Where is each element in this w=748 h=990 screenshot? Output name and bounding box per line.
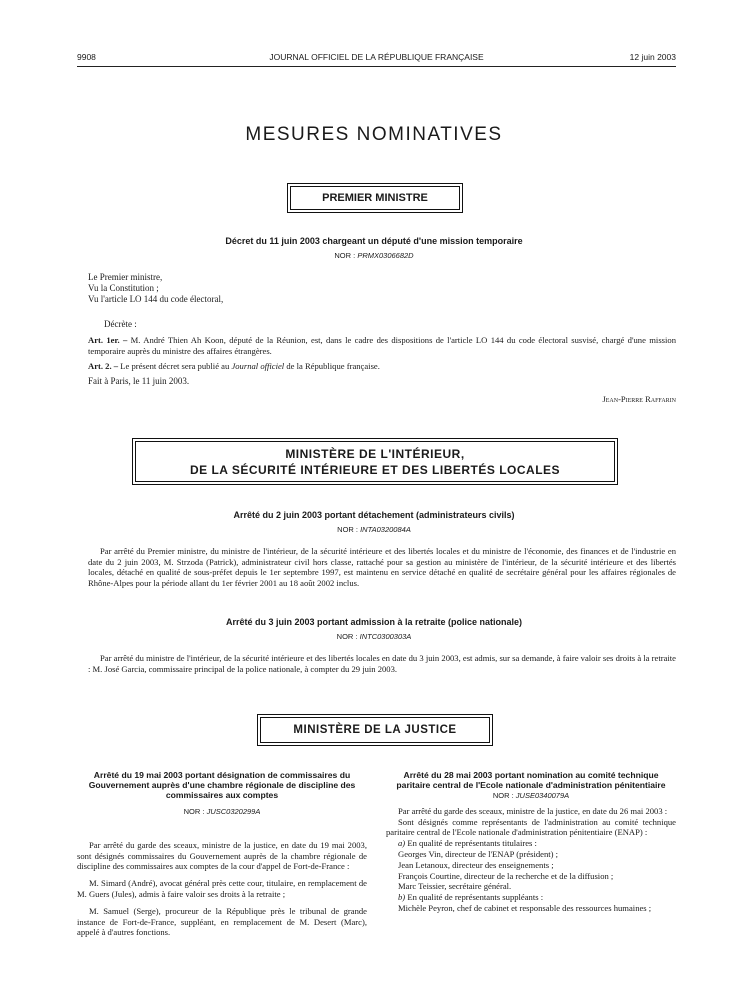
section-title-premier-ministre: PREMIER MINISTRE	[290, 186, 460, 210]
decree-nor	[0, 251, 748, 260]
left-paragraph: M. Samuel (Serge), procureur de la République près le tribunal de grande instance de Fort-de-France, suppléant, en remplacement de M. Desert (Marc), appelé à d'autres fonctions.	[77, 905, 367, 938]
right-list-heading-a	[386, 838, 676, 849]
visa-line: Le Premier ministre,	[88, 272, 163, 282]
article-1-text: M. André Thien Ah Koon, député de la Réunion, est, dans le cadre des dispositions de l'article LO 144 du code électoral susvisé, chargé d'une mission temporaire auprès du ministre des affaires étrangères.	[88, 335, 676, 356]
left-column	[77, 770, 367, 938]
article-2	[88, 361, 676, 372]
right-list-item: François Courtine, directeur de la recherche et de la diffusion ;	[398, 870, 614, 881]
arrete-1-nor	[0, 525, 748, 534]
section-box-interieur	[132, 438, 618, 485]
arrete-2-nor	[0, 632, 748, 641]
arrete-2-heading: Arrêté du 3 juin 2003 portant admission à la retraite (police nationale)	[225, 617, 523, 627]
nor-label: NOR :	[337, 525, 358, 534]
right-paragraph: Par arrêté du garde des sceaux, ministre de la justice, en date du 26 mai 2003 :	[398, 805, 668, 816]
section-box-premier-ministre	[287, 183, 463, 213]
decree-heading: Décret du 11 juin 2003 chargeant un député d'une mission temporaire	[225, 236, 523, 246]
nor-label: NOR :	[334, 251, 356, 260]
section-title-justice: MINISTÈRE DE LA JUSTICE	[260, 717, 490, 743]
section-box-justice	[257, 714, 493, 746]
section-title-interieur	[135, 441, 615, 482]
right-column	[386, 770, 676, 914]
arrete-2-text: Par arrêté du ministre de l'intérieur, de la sécurité intérieure et des libertés locales en date du 3 juin 2003, est admis, sur sa demande, à faire valoir ses droits à la retraite : M. José Garcia, commissaire principal de la police nationale, à compter du 29 juin 2003.	[88, 653, 676, 674]
list-heading-a-text: En qualité de représentants titulaires :	[407, 838, 537, 849]
page-number: 9908	[77, 52, 96, 62]
journal-title: JOURNAL OFFICIEL DE LA RÉPUBLIQUE FRANÇAISE	[269, 52, 484, 62]
left-arrete-heading: Arrêté du 19 mai 2003 portant désignation de commissaires du Gouvernement auprès d'une chambre régionale de discipline des commissaires aux comptes	[88, 770, 356, 800]
right-arrete-heading: Arrêté du 28 mai 2003 portant nomination au comité technique paritaire central de l'Ecole nationale d'administration pénitentiaire	[396, 770, 666, 790]
nor-label: NOR :	[183, 807, 205, 816]
decree-visas	[88, 272, 223, 305]
nor-code: PRMX0306682D	[357, 251, 414, 260]
left-paragraph: M. Simard (André), avocat général près cette cour, titulaire, en remplacement de M. Guers (Jules), admis à faire valoir ses droits à la retraite ;	[77, 878, 367, 899]
right-list-item: Marc Teissier, secrétaire général.	[398, 881, 512, 892]
right-list-heading-b	[386, 892, 676, 903]
right-paragraph: Sont désignés comme représentants de l'administration au comité technique paritaire central de l'Ecole nationale d'administration pénitentiaire (ENAP) :	[386, 816, 676, 838]
article-2-label: Art. 2. –	[88, 361, 119, 371]
nor-code: JUSC0320299A	[206, 807, 261, 816]
list-heading-b-text: En qualité de représentants suppléants :	[407, 892, 544, 903]
left-arrete-nor	[77, 807, 367, 818]
article-2-text-a: Le présent décret sera publié au	[120, 361, 230, 371]
nor-label: NOR :	[336, 632, 358, 641]
article-2-text-b: de la République française.	[286, 361, 380, 371]
arrete-1-text: Par arrêté du Premier ministre, du ministre de l'intérieur, de la sécurité intérieure et des libertés locales et du ministre de l'économie, des finances et de l'industrie en date du 2 juin 2003, M. Strzoda (Patrick), administrateur civil hors classe, rattaché pour sa gestion au ministère de l'intérieur, de la sécurité intérieure et des libertés locales, détaché en qualité de sous-préfet depuis le 1er septembre 1997, est maintenu en service détaché en qualité de secrétaire général pour les affaires régionales de Rhône-Alpes pour la période allant du 1er février 2001 au 18 août 2002 inclus.	[88, 546, 676, 588]
article-1	[88, 335, 676, 356]
nor-label: NOR :	[492, 791, 514, 800]
main-title: MESURES NOMINATIVES	[245, 124, 503, 145]
list-marker-a: a)	[398, 838, 406, 849]
right-list-item: Georges Vin, directeur de l'ENAP (président) ;	[398, 848, 559, 859]
left-paragraph: Par arrêté du garde des sceaux, ministre de la justice, en date du 19 mai 2003, sont désignés commissaires du Gouvernement auprès de la chambre régionale de discipline des commissaires aux comptes de la cour d'appel de Fort-de-France :	[77, 839, 367, 872]
section-title-line-1: MINISTÈRE DE L'INTÉRIEUR,	[285, 447, 465, 461]
nor-code: JUSE0340079A	[515, 791, 570, 800]
right-arrete-nor	[386, 791, 676, 802]
arrete-1-heading: Arrêté du 2 juin 2003 portant détachement (administrateurs civils)	[233, 510, 515, 520]
right-list-item: Michèle Peyron, chef de cabinet et responsable des ressources humaines ;	[398, 902, 652, 913]
article-2-text-italic: Journal officiel	[231, 361, 285, 371]
nor-code: INTA0320084A	[360, 525, 411, 534]
issue-date: 12 juin 2003	[629, 52, 676, 62]
done-at: Fait à Paris, le 11 juin 2003.	[88, 376, 190, 386]
article-1-label: Art. 1er. –	[88, 335, 128, 345]
running-head	[77, 52, 676, 66]
section-title-line-2: DE LA SÉCURITÉ INTÉRIEURE ET DES LIBERTÉS LOCALES	[189, 463, 561, 477]
decrete-word: Décrète :	[104, 319, 137, 329]
visa-line: Vu l'article LO 144 du code électoral,	[88, 294, 224, 304]
signature: Jean-Pierre Raffarin	[602, 394, 676, 404]
right-list-item: Jean Letanoux, directeur des enseignements ;	[398, 859, 554, 870]
visa-line: Vu la Constitution ;	[88, 283, 159, 293]
list-marker-b: b)	[398, 892, 406, 903]
nor-code: INTC0300303A	[359, 632, 412, 641]
header-rule	[77, 66, 676, 67]
